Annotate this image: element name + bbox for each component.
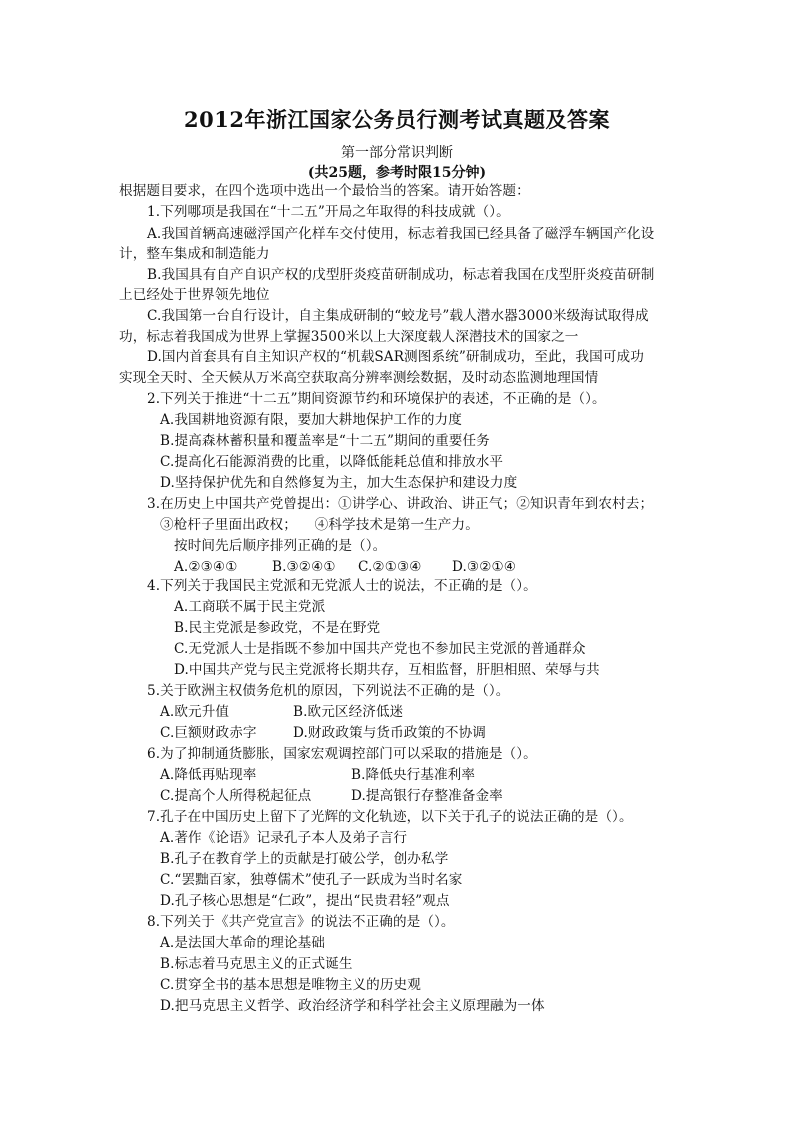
q1-stem: 1.下列哪项是我国在“十二五”开局之年取得的科技成就（）。	[147, 204, 510, 220]
q6-option-b: B.降低央行基准利率	[351, 767, 476, 783]
q3-option-d: D.③②①④	[452, 559, 517, 575]
q4-option-c: C.无党派人士是指既不参加中国共产党也不参加民主党派的普通群众	[174, 641, 586, 657]
q7-option-d: D.孔子核心思想是“仁政”，提出“民贵君轻”观点	[160, 893, 450, 909]
q2-stem: 2.下列关于推进“十二五”期间资源节约和环境保护的表述，不正确的是（）。	[147, 391, 606, 407]
q1-option-d-cont: 实现全天时、全天候从万米高空获取高分辨率测绘数据，及时动态监测地理国情	[119, 370, 599, 386]
q4-option-d: D.中国共产党与民主党派将长期共存，互相监督，肝胆相照、荣辱与共	[174, 662, 600, 678]
q6-option-a: A.降低再贴现率	[160, 767, 257, 783]
q2-option-c: C.提高化石能源消费的比重，以降低能耗总值和排放水平	[160, 454, 504, 470]
q5-option-b: B.欧元区经济低迷	[293, 704, 404, 720]
q5-option-c: C.巨额财政赤字	[160, 725, 257, 741]
q7-stem: 7.孔子在中国历史上留下了光辉的文化轨迹，以下关于孔子的说法正确的是（）。	[147, 809, 633, 825]
q7-option-c: C.“罢黜百家，独尊儒术”使孔子一跃成为当时名家	[160, 872, 463, 888]
q2-option-d: D.坚持保护优先和自然修复为主，加大生态保护和建设力度	[160, 475, 518, 491]
q8-option-d: D.把马克思主义哲学、政治经济学和科学社会主义原理融为一体	[160, 998, 545, 1014]
q4-option-a: A.工商联不属于民主党派	[174, 599, 326, 615]
q2-option-a: A.我国耕地资源有限，要加大耕地保护工作的力度	[160, 412, 462, 428]
q1-option-c-cont: 功，标志着我国成为世界上掌握3500米以上大深度载人深潜技术的国家之一	[119, 329, 579, 345]
q1-option-a-cont: 计，整车集成和制造能力	[119, 246, 270, 262]
q6-stem: 6.为了抑制通货膨胀，国家宏观调控部门可以采取的措施是（）。	[147, 746, 537, 762]
q1-option-a: A.我国首辆高速磁浮国产化样车交付使用，标志着我国已经具备了磁浮车辆国产化设	[147, 226, 655, 242]
q3-stem: 3.在历史上中国共产党曾提出：①讲学心、讲政治、讲正气；②知识青年到农村去；	[147, 496, 654, 512]
q6-option-c: C.提高个人所得税起征点	[160, 788, 312, 804]
q8-option-a: A.是法国大革命的理论基础	[160, 935, 325, 951]
q4-stem: 4.下列关于我国民主党派和无党派人士的说法，不正确的是（）。	[147, 578, 537, 594]
q5-stem: 5.关于欧洲主权债务危机的原因，下列说法不正确的是（）。	[147, 683, 510, 699]
instruction: 根据题目要求，在四个选项中选出一个最恰当的答案。请开始答题：	[119, 183, 530, 199]
q5-option-a: A.欧元升值	[160, 704, 230, 720]
q2-option-b: B.提高森林蓄积量和覆盖率是“十二五”期间的重要任务	[160, 433, 490, 449]
q7-option-b: B.孔子在教育学上的贡献是打破公学，创办私学	[160, 851, 449, 867]
q3-option-a: A.②③④①	[174, 559, 238, 575]
q1-option-b: B.我国具有自产自识产权的戊型肝炎疫苗研制成功，标志着我国在戊型肝炎疫苗研制	[147, 267, 655, 283]
q6-option-d: D.提高银行存整准备金率	[351, 788, 503, 804]
q5-option-d: D.财政政策与货币政策的不协调	[293, 725, 486, 741]
q4-option-b: B.民主党派是参政党，不是在野党	[174, 620, 381, 636]
q1-option-b-cont: 上已经处于世界领先地位	[119, 287, 270, 303]
q7-option-a: A.著作《论语》记录孔子本人及弟子言行	[160, 830, 408, 846]
q8-stem: 8.下列关于《共产党宣言》的说法不正确的是（）。	[147, 914, 455, 930]
q3-stem-cont: ③枪杆子里面出政权； ④科学技术是第一生产力。	[160, 517, 479, 533]
q8-option-c: C.贯穿全书的基本思想是唯物主义的历史观	[160, 977, 421, 993]
q1-option-d: D.国内首套具有自主知识产权的“机载SAR测图系统”研制成功，至此，我国可成功	[147, 349, 644, 365]
q3-stem-question: 按时间先后顺序排列正确的是（）。	[174, 538, 387, 554]
q8-option-b: B.标志着马克思主义的正式诞生	[160, 956, 353, 972]
q3-option-b: B.③②④①	[272, 559, 336, 575]
q3-option-c: C.②①③④	[358, 559, 422, 575]
q1-option-c: C.我国第一台自行设计，自主集成研制的“蛟龙号”载人潜水器3000米级海试取得成	[147, 308, 649, 324]
part-title: 第一部分常识判断	[341, 145, 453, 161]
part-note: (共25题，参考时限15分钟)	[307, 165, 487, 181]
document-title: 2012年浙江国家公务员行测考试真题及答案	[184, 107, 610, 132]
